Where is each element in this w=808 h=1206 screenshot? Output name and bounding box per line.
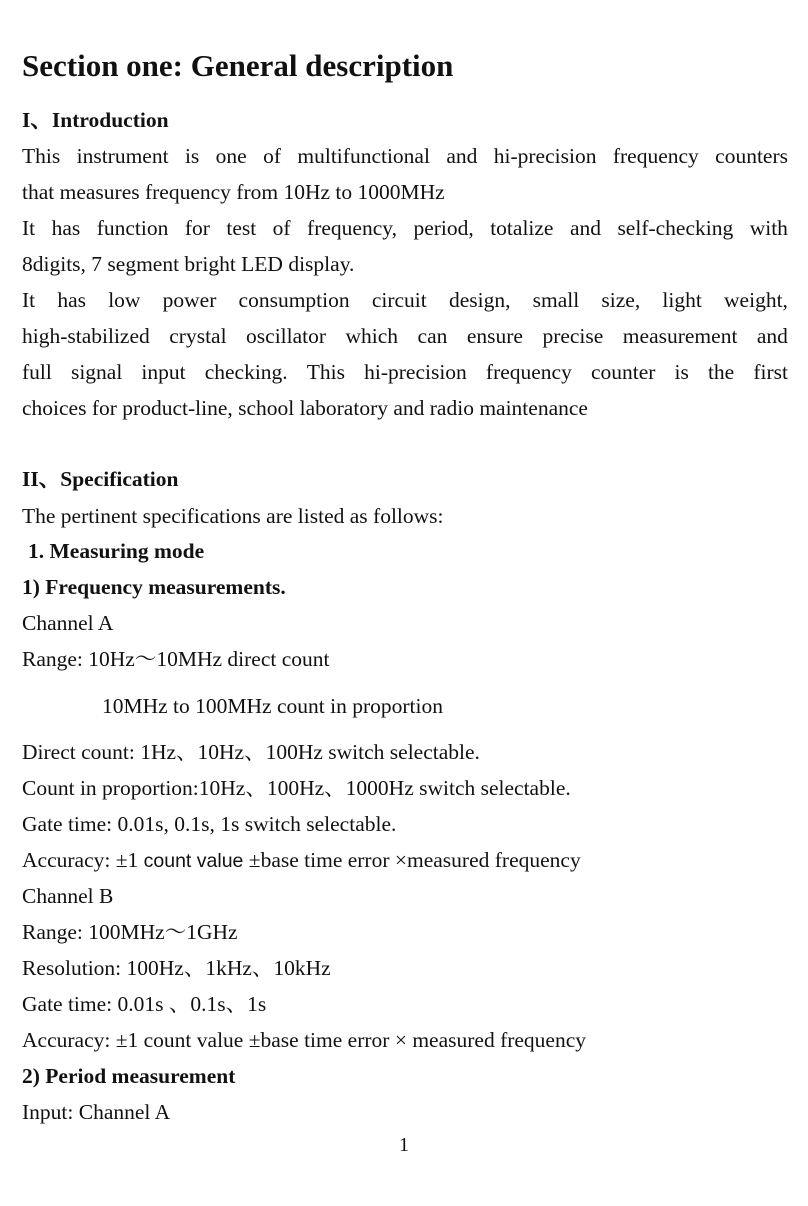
accuracy-a-suffix: ±base time error ×measured frequency [243,848,581,872]
word: low [108,288,141,312]
direct-count: Direct count: 1Hz、10Hz、100Hz switch selectable. [22,740,480,764]
word: frequency [485,360,572,384]
range-b: Range: 100MHz～1GHz [22,920,238,944]
word: has [57,288,86,312]
word: This [306,360,346,384]
word: consumption [238,288,350,312]
intro-paragraph-line: 8digits, 7 segment bright LED display. [22,252,355,276]
accuracy-a-count-value: count value [143,850,244,872]
word: measurement [622,324,738,348]
word: period, [413,216,474,240]
channel-b-label: Channel B [22,884,114,908]
word: input [141,360,186,384]
word: full [22,360,52,384]
page-number: 1 [399,1134,409,1156]
word: for [184,216,210,240]
word: ensure [466,324,523,348]
word: This [22,144,61,168]
count-in-proportion: Count in proportion:10Hz、100Hz、1000Hz switch selectable. [22,776,571,800]
word: counter [590,360,656,384]
word: weight, [724,288,788,312]
word: test [226,216,257,240]
word: and [569,216,601,240]
word: the [707,360,735,384]
word: hi-precision [364,360,467,384]
accuracy-b: Accuracy: ±1 count value ±base time error × measured frequency [22,1028,587,1052]
period-measurement-heading: 2) Period measurement [22,1064,236,1088]
word: small [532,288,580,312]
intro-paragraph-line [22,287,788,313]
word: high-stabilized [22,324,150,348]
word: frequency [612,144,699,168]
word: circuit [371,288,427,312]
word: It [22,288,36,312]
word: is [674,360,689,384]
specification-intro: The pertinent specifications are listed as follows: [22,504,444,528]
intro-paragraph-line [22,359,788,385]
gate-time-a: Gate time: 0.01s, 0.1s, 1s switch selectable. [22,812,397,836]
gate-time-b: Gate time: 0.01s 、0.1s、1s [22,992,267,1016]
intro-paragraph-line [22,215,788,241]
accuracy-a-prefix: Accuracy: ±1 [22,848,144,872]
word: frequency, [307,216,397,240]
frequency-measurements-heading: 1) Frequency measurements. [22,575,286,599]
word: of [272,216,291,240]
range-a-continued: 10MHz to 100MHz count in proportion [102,694,443,718]
word: self-checking [617,216,734,240]
intro-paragraph-line [22,143,788,169]
word: oscillator [246,324,327,348]
word: with [749,216,788,240]
word: design, [448,288,511,312]
word: signal [70,360,123,384]
period-input: Input: Channel A [22,1100,171,1124]
word: totalize [490,216,554,240]
word: precise [542,324,604,348]
word: counters [715,144,788,168]
section-title: Section one: General description [22,48,454,83]
word: light [662,288,702,312]
word: which [345,324,399,348]
intro-paragraph-line: that measures frequency from 10Hz to 1000MHz [22,180,445,204]
word: It [22,216,36,240]
word: can [417,324,448,348]
word: hi-precision [493,144,597,168]
word: checking. [204,360,288,384]
word: of [263,144,282,168]
introduction-heading: I、Introduction [22,108,169,132]
word: size, [601,288,641,312]
word: function [96,216,169,240]
intro-paragraph-line: choices for product-line, school laboratory and radio maintenance [22,396,588,420]
word: crystal [169,324,227,348]
range-a: Range: 10Hz～10MHz direct count [22,647,330,671]
word: and [756,324,788,348]
word: is [184,144,200,168]
word: and [446,144,478,168]
specification-heading: II、Specification [22,467,179,491]
intro-paragraph-line [22,323,788,349]
word: first [753,360,788,384]
word: one [215,144,247,168]
resolution-b: Resolution: 100Hz、1kHz、10kHz [22,956,331,980]
channel-a-label: Channel A [22,611,114,635]
measuring-mode-heading: 1. Measuring mode [28,539,205,563]
word: instrument [76,144,169,168]
word: has [51,216,81,240]
accuracy-a [22,847,581,874]
word: multifunctional [297,144,430,168]
word: power [162,288,217,312]
